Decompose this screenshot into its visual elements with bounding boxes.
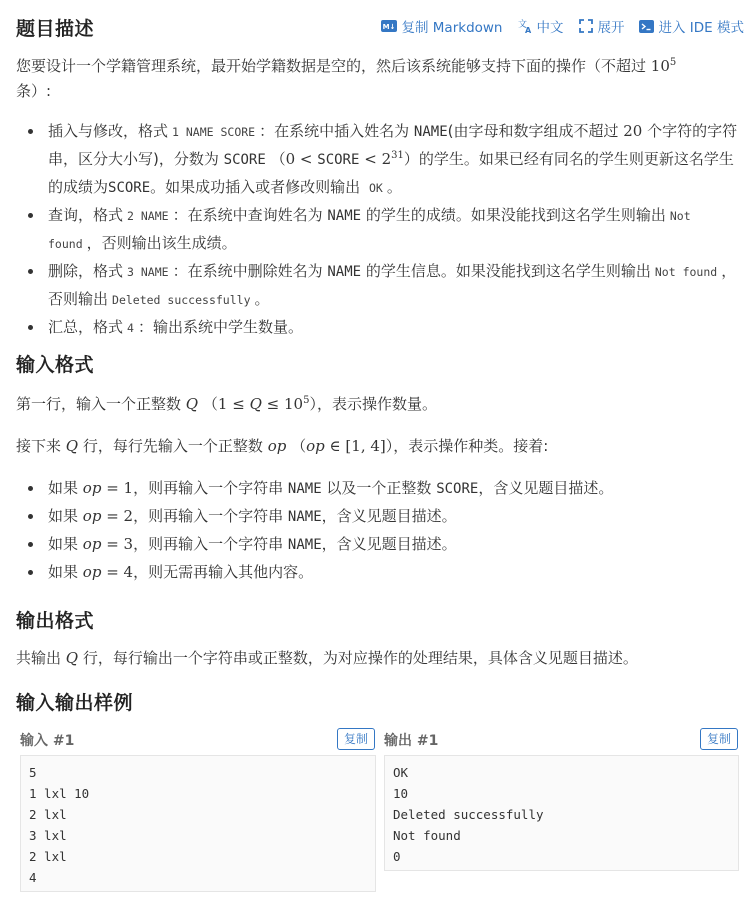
list-item-query xyxy=(16,202,741,258)
output-text: 共输出 xyxy=(16,649,62,667)
inline-code: Deleted successfully xyxy=(112,293,251,307)
input-text: 接下来 xyxy=(16,437,62,455)
sample-input-line: 3 lxl xyxy=(29,828,67,843)
section-title-samples: 输入输出样例 xyxy=(16,692,134,714)
query-text-b: ：在系统中查询姓名为 xyxy=(172,206,323,224)
case-text: 以及一个正整数 xyxy=(326,479,432,497)
inline-code: OK xyxy=(368,181,383,195)
case-text: 如果 xyxy=(48,535,79,553)
delete-text-a: 删除，格式 xyxy=(48,262,124,280)
sample-output-line: Deleted successfully xyxy=(393,807,544,822)
sample-output-label: 输出 #1 xyxy=(384,733,439,749)
keyword-name: NAME xyxy=(327,264,362,280)
operations-list xyxy=(16,118,741,342)
case-text: ，则再输入一个字符串 xyxy=(133,479,284,497)
input-text: 行，每行先输入一个正整数 xyxy=(82,437,263,455)
enter-ide-button[interactable] xyxy=(639,16,745,36)
keyword-score: SCORE xyxy=(108,180,151,196)
list-item-case-3 xyxy=(16,531,741,559)
case-text: ，含义见题目描述。 xyxy=(321,507,457,525)
math-op: op xyxy=(82,479,102,497)
expand-button[interactable] xyxy=(578,16,625,36)
markdown-icon xyxy=(381,18,397,34)
keyword-score: SCORE xyxy=(317,152,360,168)
copy-markdown-label: 复制 Markdown xyxy=(401,20,503,36)
case-text: ，则无需再输入其他内容。 xyxy=(133,563,314,581)
expand-icon xyxy=(578,18,594,34)
case-text: 如果 xyxy=(48,507,79,525)
op-cases-list xyxy=(16,475,741,586)
list-item-case-1 xyxy=(16,475,741,503)
keyword-name: NAME xyxy=(413,124,448,140)
inline-code: 3 NAME xyxy=(127,265,169,279)
math-exp: 5 xyxy=(303,395,310,406)
math-in: ∈ [1, 4] xyxy=(329,437,386,455)
math-op: op xyxy=(267,437,287,455)
math-eq: = 2 xyxy=(106,507,134,525)
insert-text-f: ）的学生。如果已经有同名的学生则更新这名学生的成绩为 xyxy=(48,150,734,196)
insert-text-d: 个字符的字符串，区分大小写)，分数为 xyxy=(48,122,738,168)
list-item-summary xyxy=(16,314,741,342)
math-close: ） xyxy=(309,395,317,413)
inline-code: Not found xyxy=(48,209,691,251)
terminal-icon xyxy=(639,18,655,34)
math-eq: = 4 xyxy=(106,563,134,581)
toolbar xyxy=(381,16,744,36)
inline-code: Not found xyxy=(654,265,718,279)
math-q: Q xyxy=(249,395,262,413)
insert-text-e: （ xyxy=(270,150,286,168)
insert-text-a: 插入与修改，格式 xyxy=(48,122,169,140)
math-q: Q xyxy=(65,437,79,455)
copy-output-button[interactable]: 复制 xyxy=(700,728,738,750)
keyword-score: SCORE xyxy=(436,481,479,497)
sample-input-line: 2 lxl xyxy=(29,807,67,822)
delete-text-b: ：在系统中删除姓名为 xyxy=(172,262,323,280)
math-base: 2 xyxy=(381,150,392,168)
delete-text-c: 的学生信息。如果没能找到这名学生则输出 xyxy=(365,262,651,280)
section-title-output: 输出格式 xyxy=(16,610,95,632)
summary-text-b: ：输出系统中学生数量。 xyxy=(137,318,303,336)
insert-text-b: ：在系统中插入姓名为 xyxy=(259,122,410,140)
math-exp: 31 xyxy=(391,150,404,161)
inline-code: 4 xyxy=(127,321,134,335)
sample-input-box[interactable] xyxy=(20,755,376,892)
output-format-line xyxy=(16,646,741,671)
query-text-d: ，否则输出该生成绩。 xyxy=(86,234,237,252)
list-item-case-2 xyxy=(16,503,741,531)
sample-output-line: 10 xyxy=(393,786,409,801)
case-text: 如果 xyxy=(48,479,79,497)
translate-icon xyxy=(517,18,533,34)
input-text: ，表示操作种类。接着: xyxy=(393,437,549,455)
sample-output-line: Not found xyxy=(393,828,461,843)
expand-label: 展开 xyxy=(597,20,625,36)
keyword-name: NAME xyxy=(287,537,322,553)
sample-input-line: 1 lxl 10 xyxy=(29,786,90,801)
section-title-input: 输入格式 xyxy=(16,354,95,376)
math-q: Q xyxy=(185,395,199,413)
svg-text:A: A xyxy=(524,26,531,34)
list-item-insert xyxy=(16,118,741,202)
insert-text-h: 。 xyxy=(386,178,402,196)
svg-text:M↓: M↓ xyxy=(383,23,396,31)
insert-text-c: (由字母和数字组成不超过 xyxy=(447,122,619,140)
math-close: ） xyxy=(385,437,394,455)
math-20: 20 xyxy=(623,122,643,140)
sample-input-line: 2 lxl xyxy=(29,849,67,864)
language-button[interactable] xyxy=(517,16,564,36)
inline-code: 2 NAME xyxy=(127,209,169,223)
math-op: op xyxy=(306,437,325,455)
svg-text:文: 文 xyxy=(517,20,527,30)
inline-code: 1 NAME SCORE xyxy=(172,125,256,139)
intro-math-exp: 5 xyxy=(669,57,677,68)
math-le: ≤ xyxy=(266,395,280,413)
sample-output-box[interactable] xyxy=(384,755,739,871)
math-q: Q xyxy=(65,649,79,667)
query-text-a: 查询，格式 xyxy=(48,206,124,224)
math-base: 10 xyxy=(284,395,304,413)
case-text: ，含义见题目描述。 xyxy=(478,479,614,497)
sample-output-line: 0 xyxy=(393,849,401,864)
keyword-name: NAME xyxy=(327,208,362,224)
input-format-line2 xyxy=(16,434,741,459)
header xyxy=(16,12,744,42)
intro-text-end: 条）: xyxy=(16,82,52,100)
output-text: 行，每行输出一个字符串或正整数，为对应操作的处理结果，具体含义见题目描述。 xyxy=(82,649,638,667)
input-format-line1 xyxy=(16,392,741,417)
sample-output-line: OK xyxy=(393,765,409,780)
section-title-description: 题目描述 xyxy=(16,18,95,40)
summary-text-a: 汇总，格式 xyxy=(48,318,124,336)
delete-text-d: ，否则输出 xyxy=(48,262,737,308)
math-range: （1 ≤ xyxy=(202,395,245,413)
sample-input-line: 4 xyxy=(29,870,37,885)
math-lt: < xyxy=(364,150,377,168)
case-text: ，则再输入一个字符串 xyxy=(133,535,284,553)
keyword-name: NAME xyxy=(287,509,322,525)
sample-input-line: 5 xyxy=(29,765,37,780)
language-label: 中文 xyxy=(536,20,564,36)
input-text: ，表示操作数量。 xyxy=(317,395,438,413)
keyword-score: SCORE xyxy=(223,152,266,168)
list-item-case-4 xyxy=(16,559,741,586)
sample-input-label: 输入 #1 xyxy=(20,733,75,749)
keyword-name: NAME xyxy=(287,481,322,497)
intro-text: 您要设计一个学籍管理系统，最开始学籍数据是空的，然后该系统能够支持下面的操作（不超过 xyxy=(16,57,647,75)
query-text-c: 的学生的成绩。如果没能找到这名学生则输出 xyxy=(365,206,666,224)
copy-markdown-button[interactable] xyxy=(381,16,502,36)
case-text: 如果 xyxy=(48,563,79,581)
insert-text-g: 。如果成功插入或者修改则输出 xyxy=(150,178,361,196)
description-intro xyxy=(16,54,741,104)
math-paren: （ xyxy=(291,437,307,455)
enter-ide-label: 进入 IDE 模式 xyxy=(658,20,744,36)
copy-input-button[interactable]: 复制 xyxy=(337,728,375,750)
intro-math-base: 10 xyxy=(650,57,670,75)
delete-text-e: 。 xyxy=(254,290,270,308)
math-op: op xyxy=(82,535,102,553)
math-op: op xyxy=(82,507,102,525)
case-text: ，则再输入一个字符串 xyxy=(133,507,284,525)
case-text: ，含义见题目描述。 xyxy=(321,535,457,553)
math-op: op xyxy=(82,563,102,581)
list-item-delete xyxy=(16,258,741,314)
math-eq: = 3 xyxy=(106,535,134,553)
math-zero-lt: 0 < xyxy=(285,150,313,168)
math-eq: = 1 xyxy=(106,479,134,497)
input-text: 第一行，输入一个正整数 xyxy=(16,395,182,413)
